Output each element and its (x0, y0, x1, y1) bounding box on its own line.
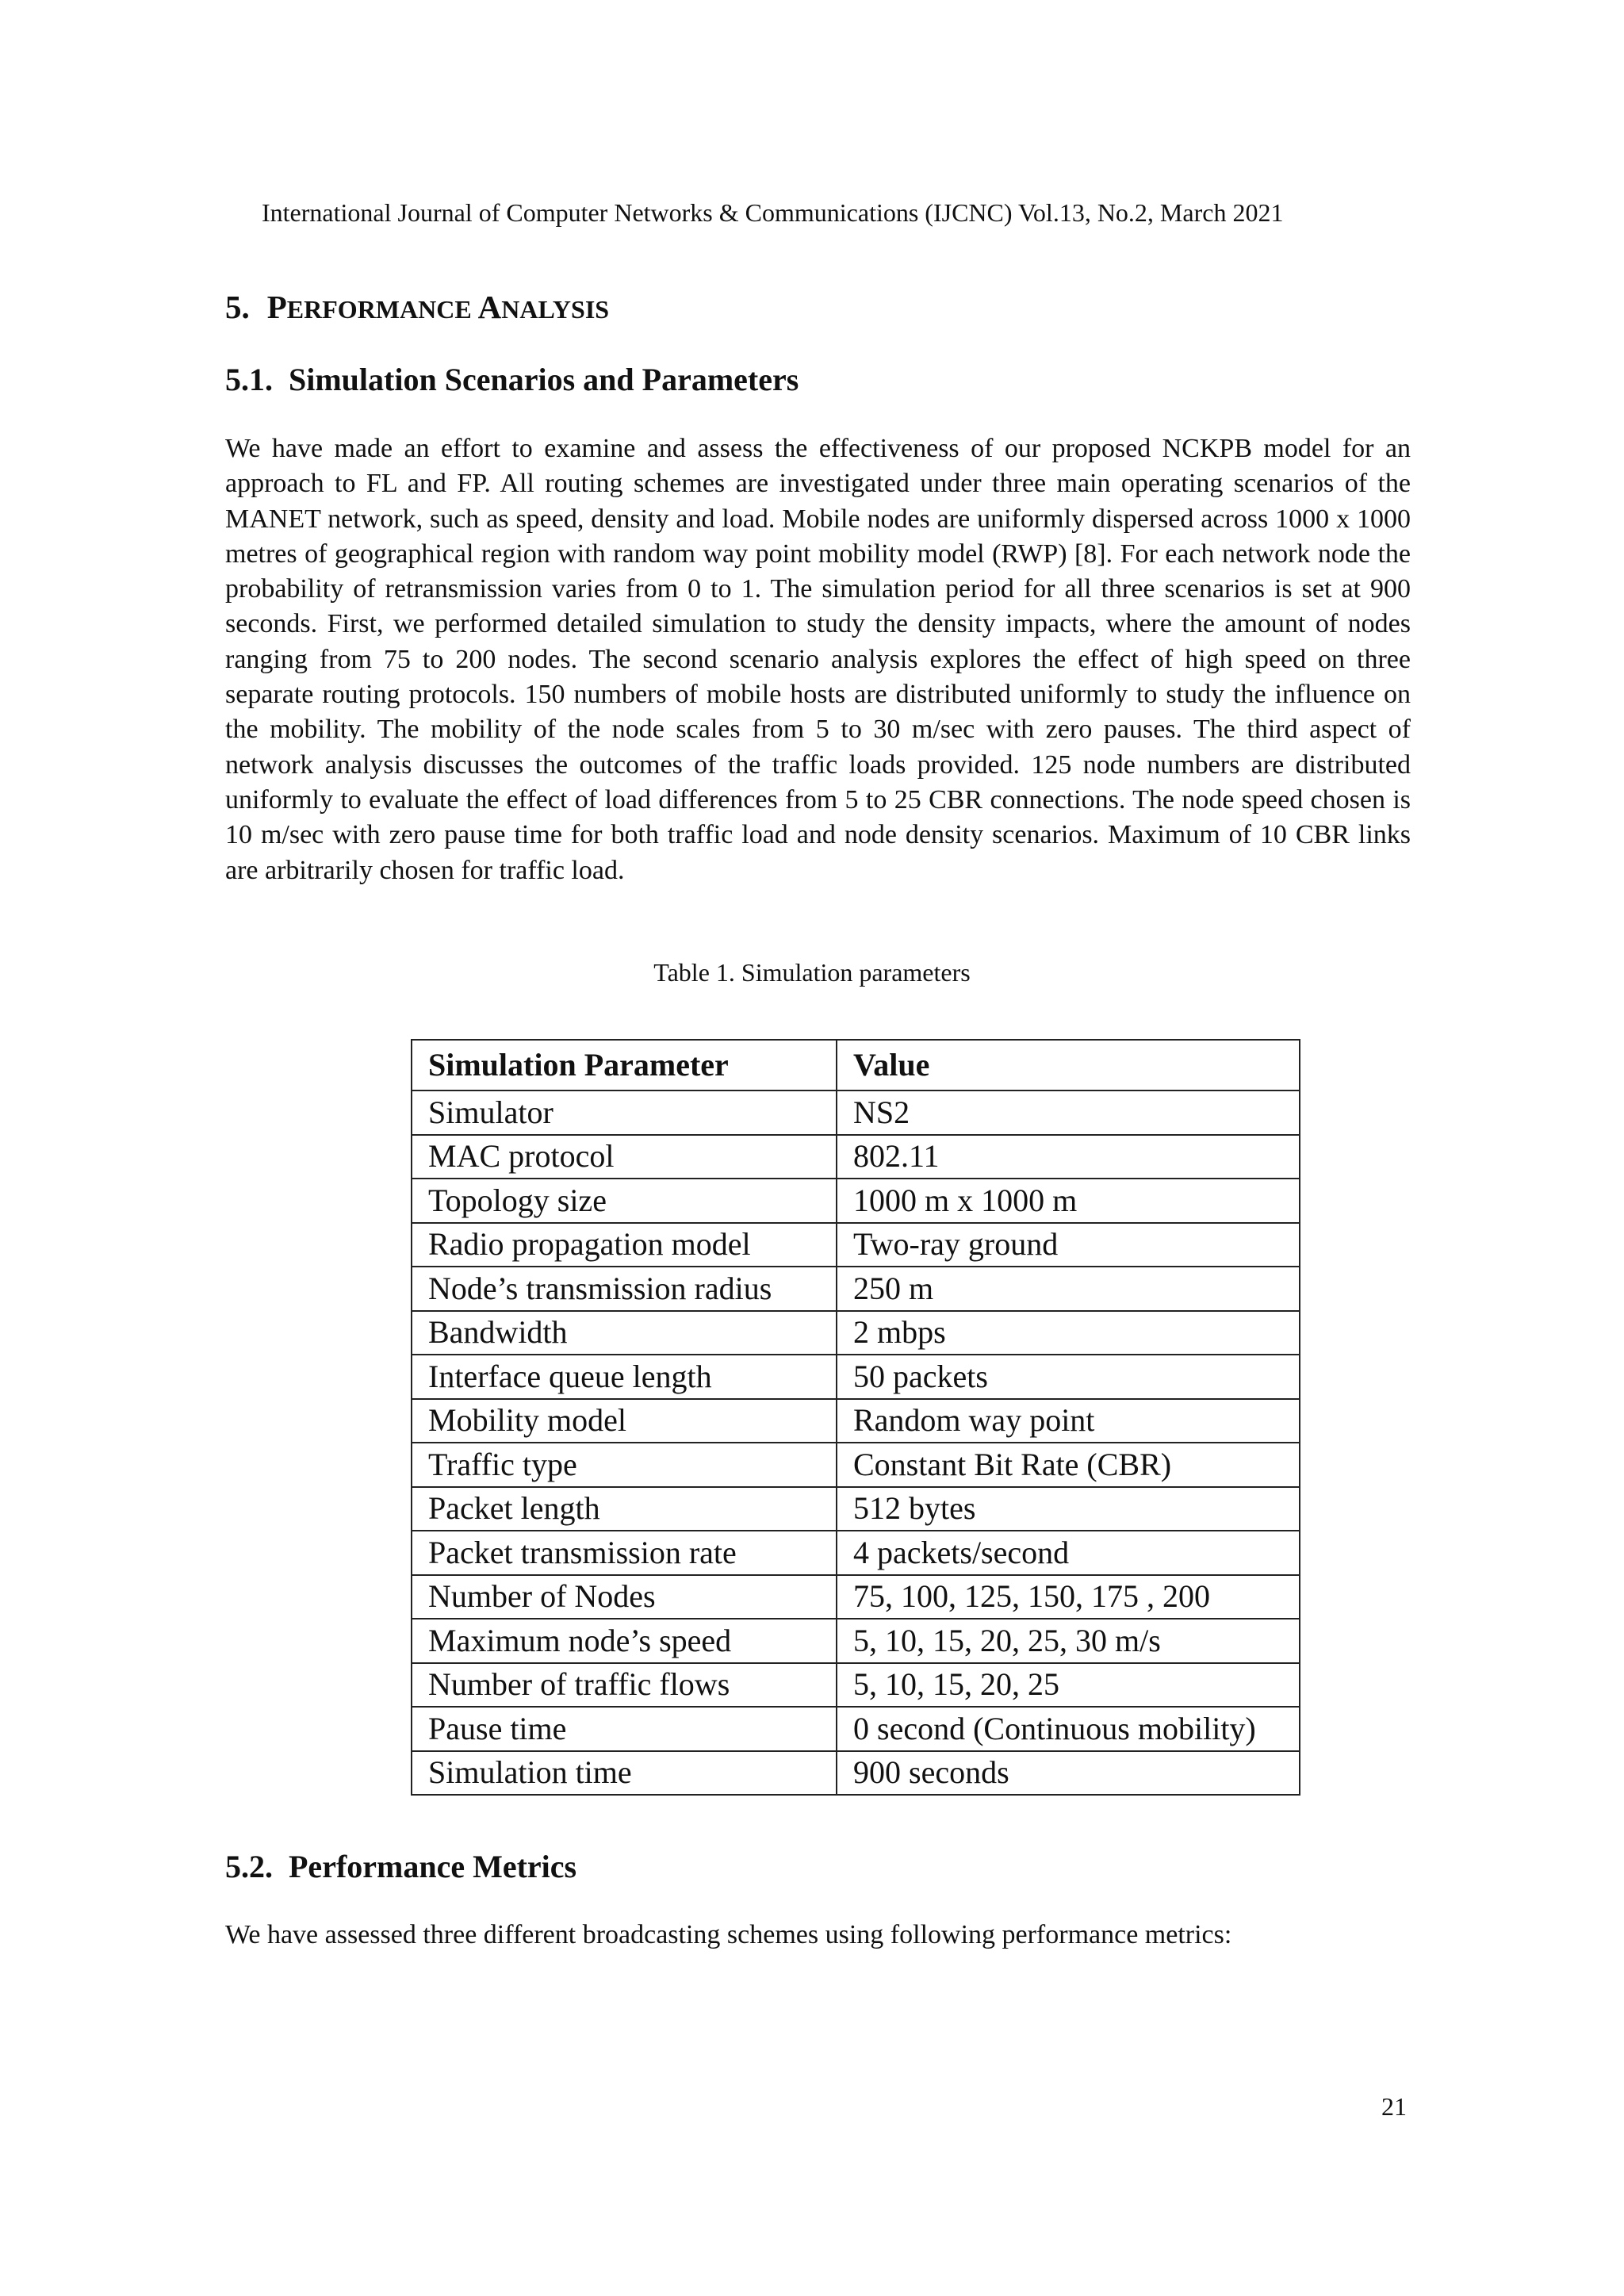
subsection-number: 5.2. (225, 1849, 273, 1884)
value-cell: 1000 m x 1000 m (837, 1179, 1300, 1223)
parameter-cell: Maximum node’s speed (412, 1619, 837, 1663)
value-cell: 5, 10, 15, 20, 25 (837, 1663, 1300, 1708)
value-cell: 50 packets (837, 1355, 1300, 1399)
parameter-cell: MAC protocol (412, 1135, 837, 1179)
section-title-rest-1: ERFORMANCE (286, 295, 472, 324)
section-title-initial-1: P (266, 289, 287, 325)
table-row (412, 1487, 1300, 1531)
parameter-cell: Bandwidth (412, 1311, 837, 1355)
value-cell: 250 m (837, 1267, 1300, 1311)
table-row (412, 1707, 1300, 1751)
parameter-cell: Number of traffic flows (412, 1663, 837, 1708)
subsection-heading: Performance Metrics (289, 1849, 577, 1884)
parameter-cell: Node’s transmission radius (412, 1267, 837, 1311)
simulation-paragraph: We have made an effort to examine and assess the effectiveness of our proposed NCKPB model for an approach to FL and FP. All routing schemes are investigated under three main operating scenarios of the MANET network, such as speed, density and load. Mobile nodes are uniformly dispersed across 1000 x 1000 metres of geographical region with random way point mobility model (RWP) [8]. For each network node the probability of retransmission varies from 0 to 1. The simulation period for all three scenarios is set at 900 seconds. First, we performed detailed simulation to study the density impacts, where the amount of nodes ranging from 75 to 200 nodes. The second scenario analysis explores the effect of high speed on three separate routing protocols. 150 numbers of mobile hosts are distributed uniformly to study the influence on the mobility. The mobility of the node scales from 5 to 30 m/sec with zero pauses. The third aspect of network analysis discusses the outcomes of the traffic loads provided. 125 node numbers are distributed uniformly to evaluate the effect of load differences from 5 to 25 CBR connections. The node speed chosen is 10 m/sec with zero pause time for both traffic load and node density scenarios. Maximum of 10 CBR links are arbitrarily chosen for traffic load. (225, 434, 1411, 885)
column-header-value: Value (837, 1040, 1300, 1091)
running-header: International Journal of Computer Networks & Communications (IJCNC) Vol.13, No.2, March 2021 (262, 198, 1284, 227)
value-cell: 5, 10, 15, 20, 25, 30 m/s (837, 1619, 1300, 1663)
parameter-cell: Traffic type (412, 1443, 837, 1487)
value-cell: Random way point (837, 1399, 1300, 1443)
value-cell: 900 seconds (837, 1751, 1300, 1796)
table-header-row (412, 1040, 1300, 1091)
subsection-heading: Simulation Scenarios and Parameters (289, 362, 799, 397)
table-caption: Table 1. Simulation parameters (653, 958, 971, 987)
parameter-cell: Mobility model (412, 1399, 837, 1443)
table-row (412, 1531, 1300, 1575)
section-title (225, 287, 609, 329)
section-title-rest-2: NALYSIS (501, 295, 610, 324)
table-row (412, 1399, 1300, 1443)
table-row (412, 1619, 1300, 1663)
table-row (412, 1355, 1300, 1399)
parameter-cell: Number of Nodes (412, 1575, 837, 1619)
table-row (412, 1267, 1300, 1311)
parameter-cell: Packet length (412, 1487, 837, 1531)
parameter-cell: Simulation time (412, 1751, 837, 1796)
value-cell: 75, 100, 125, 150, 175 , 200 (837, 1575, 1300, 1619)
table-row (412, 1751, 1300, 1796)
table-row (412, 1179, 1300, 1223)
value-cell: 802.11 (837, 1135, 1300, 1179)
value-cell: 0 second (Continuous mobility) (837, 1707, 1300, 1751)
parameter-cell: Packet transmission rate (412, 1531, 837, 1575)
table-row (412, 1135, 1300, 1179)
table-row (412, 1443, 1300, 1487)
section-title-initial-2: A (477, 289, 502, 325)
value-cell: 2 mbps (837, 1311, 1300, 1355)
parameter-cell: Simulator (412, 1091, 837, 1135)
subsection-title-simulation (225, 361, 799, 399)
subsection-title-metrics (225, 1848, 576, 1886)
page-number: 21 (1381, 2092, 1407, 2121)
value-cell: Two-ray ground (837, 1223, 1300, 1267)
parameter-cell: Pause time (412, 1707, 837, 1751)
value-cell: Constant Bit Rate (CBR) (837, 1443, 1300, 1487)
table-row (412, 1223, 1300, 1267)
table-row (412, 1091, 1300, 1135)
value-cell: 4 packets/second (837, 1531, 1300, 1575)
table-row (412, 1663, 1300, 1708)
table-row (412, 1575, 1300, 1619)
section-number: 5. (225, 289, 250, 325)
value-cell: 512 bytes (837, 1487, 1300, 1531)
simulation-parameters-table (411, 1039, 1300, 1796)
metrics-paragraph: We have assessed three different broadcasting schemes using following performance metrics: (225, 1920, 1232, 1949)
table-row (412, 1311, 1300, 1355)
column-header-parameter: Simulation Parameter (412, 1040, 837, 1091)
parameter-cell: Radio propagation model (412, 1223, 837, 1267)
subsection-number: 5.1. (225, 362, 273, 397)
value-cell: NS2 (837, 1091, 1300, 1135)
parameter-cell: Topology size (412, 1179, 837, 1223)
parameter-cell: Interface queue length (412, 1355, 837, 1399)
